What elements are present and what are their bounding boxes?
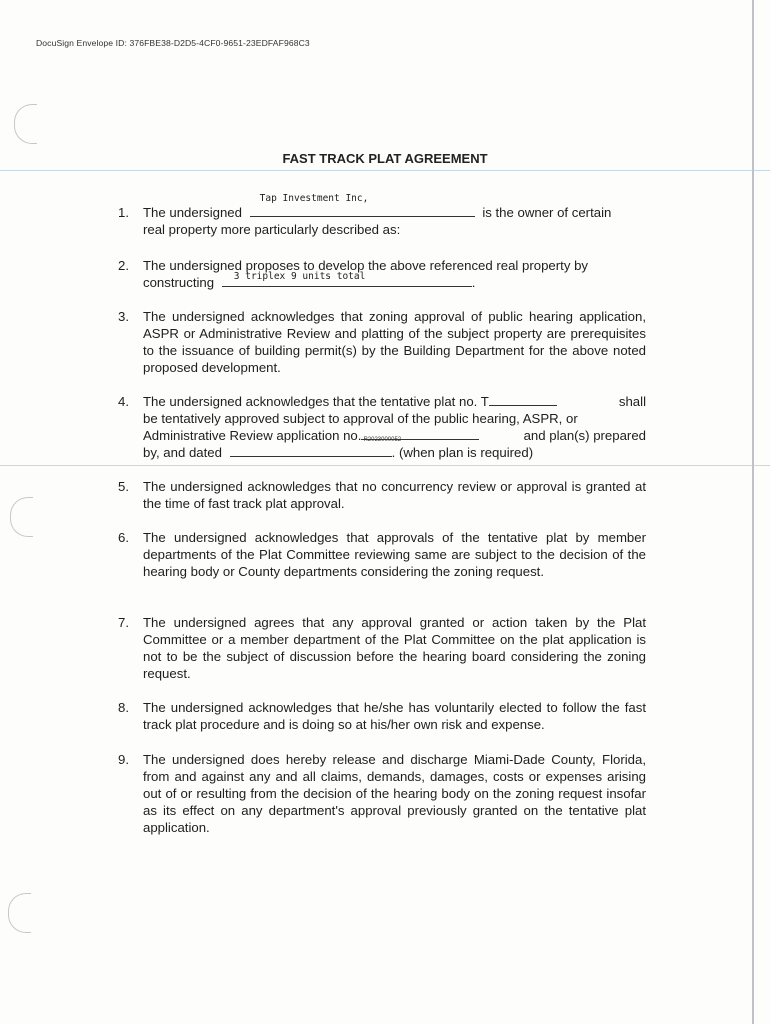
item-number: 9. xyxy=(118,752,129,767)
item-text: . xyxy=(471,275,476,290)
list-item xyxy=(118,257,646,293)
list-item xyxy=(118,751,646,839)
item-number: 3. xyxy=(118,309,129,324)
list-item xyxy=(118,193,646,240)
page-title: FAST TRACK PLAT AGREEMENT xyxy=(282,151,488,166)
punch-hole-mark xyxy=(14,104,37,144)
item-text: . (when plan is required) xyxy=(391,445,534,460)
item-text: The undersigned xyxy=(143,205,242,220)
envelope-id: DocuSign Envelope ID: 376FBE38-D2D5-4CF0-9651-23EDFAF968C3 xyxy=(36,38,310,48)
application-number-field[interactable] xyxy=(361,427,479,443)
scan-line xyxy=(0,465,770,466)
construction-field[interactable] xyxy=(222,271,472,287)
plan-date-field[interactable] xyxy=(230,444,392,457)
item-text: The undersigned acknowledges that no concurrency review or approval is granted at the time of fast track plat approval. xyxy=(143,479,646,511)
application-number-value: R2023000052 xyxy=(363,437,402,443)
list-item xyxy=(118,699,646,735)
list-item xyxy=(118,478,646,514)
item-text: The undersigned does hereby release and discharge Miami-Dade County, Florida, from and against any and all claims, demands, damages, costs or expenses arising out of or resulting from the decision of the hearing body on the zoning request insofar as its effect on any department's approval previously granted on the tentative plat application. xyxy=(143,752,646,835)
punch-hole-mark xyxy=(10,497,33,537)
owner-value: Tap Investment Inc, xyxy=(259,193,369,204)
item-text: The undersigned acknowledges that he/she has voluntarily elected to follow the fast track plat procedure and is doing so at his/her own risk and expense. xyxy=(143,700,646,732)
item-number: 2. xyxy=(118,258,129,273)
item-text: by, and dated xyxy=(143,445,222,460)
list-item xyxy=(118,529,646,599)
item-text: The undersigned agrees that any approval granted or action taken by the Plat Committee or a member department of the Plat Committee on the plat application is not to be the subject of discussion before the hearing board considering the zoning request. xyxy=(143,615,646,681)
item-text: The undersigned acknowledges that approvals of the tentative plat by member departments of the Plat Committee reviewing same are subject to the decision of the hearing body or County departments considering the zoning request. xyxy=(143,530,646,579)
item-text: The undersigned acknowledges that the tentative plat no. T xyxy=(143,394,489,409)
item-text: The undersigned proposes to develop the above referenced real property by xyxy=(143,258,589,273)
item-number: 4. xyxy=(118,394,129,409)
list-item xyxy=(118,308,646,378)
item-text: is the owner of certain xyxy=(482,205,612,220)
item-text: real property more particularly described as: xyxy=(143,222,401,237)
construction-value: 3 triplex 9 units total xyxy=(233,271,366,282)
scan-line xyxy=(0,170,770,171)
owner-field[interactable] xyxy=(250,193,475,217)
list-item xyxy=(118,393,646,463)
item-number: 7. xyxy=(118,615,129,630)
item-text: shall xyxy=(618,394,646,409)
punch-hole-mark xyxy=(8,893,31,933)
item-text: Administrative Review application no. xyxy=(143,428,362,443)
item-text: constructing xyxy=(143,275,215,290)
item-text: The undersigned acknowledges that zoning approval of public hearing application, ASPR or Administrative Review and platting of the subject property are prerequisites to the issuance of building permit(s) by the Building Department for the above noted proposed development. xyxy=(143,309,646,375)
item-text: be tentatively approved subject to approval of the public hearing, ASPR, or xyxy=(143,411,578,426)
plat-number-field[interactable] xyxy=(489,393,557,406)
item-text: and plan(s) prepared xyxy=(523,428,646,443)
list-item xyxy=(118,614,646,684)
item-number: 1. xyxy=(118,205,129,220)
item-number: 6. xyxy=(118,530,129,545)
item-number: 8. xyxy=(118,700,129,715)
item-number: 5. xyxy=(118,479,129,494)
